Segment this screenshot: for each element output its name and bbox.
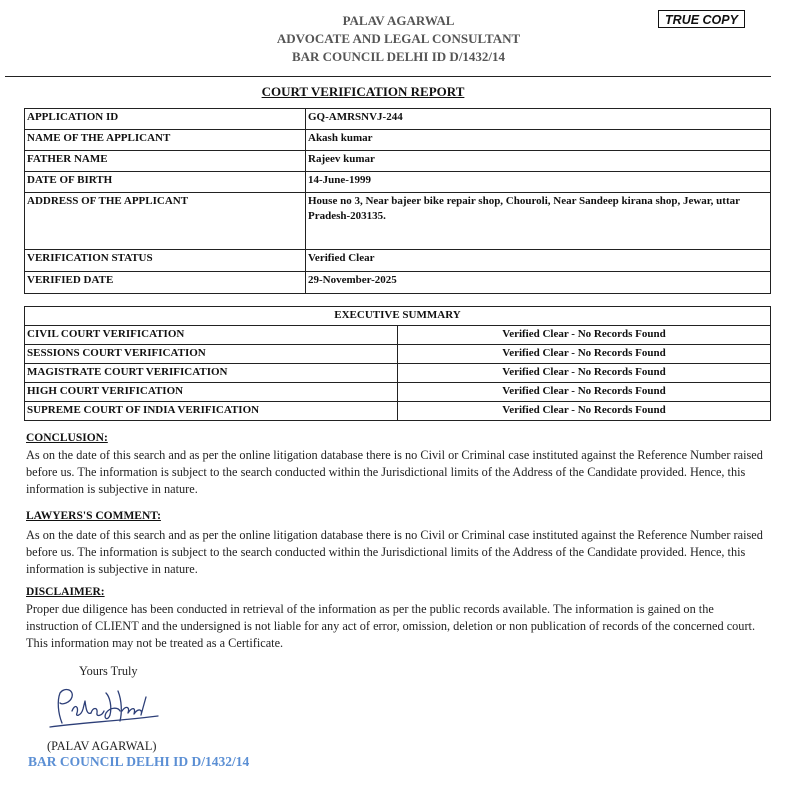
row-label: SUPREME COURT OF INDIA VERIFICATION xyxy=(25,402,398,421)
row-label: VERIFICATION STATUS xyxy=(25,250,306,272)
table-header-row xyxy=(25,307,771,326)
table-row xyxy=(25,172,771,193)
row-value: Verified Clear - No Records Found xyxy=(398,345,771,364)
row-label: MAGISTRATE COURT VERIFICATION xyxy=(25,364,398,383)
row-value: Verified Clear - No Records Found xyxy=(398,326,771,345)
conclusion-title: CONCLUSION: xyxy=(26,432,108,444)
handwritten-signature xyxy=(48,683,163,731)
row-value: GQ-AMRSNVJ-244 xyxy=(306,109,771,130)
row-value: Verified Clear - No Records Found xyxy=(398,383,771,402)
signatory-bar-id: BAR COUNCIL DELHI ID D/1432/14 xyxy=(28,754,250,769)
table-row xyxy=(25,272,771,294)
closing-salutation: Yours Truly xyxy=(79,664,138,678)
advocate-designation: ADVOCATE AND LEGAL CONSULTANT xyxy=(276,31,521,46)
table-row xyxy=(25,383,771,402)
executive-summary-table xyxy=(24,306,771,421)
row-value: Akash kumar xyxy=(306,130,771,151)
table-row xyxy=(25,402,771,421)
row-value: Verified Clear xyxy=(306,250,771,272)
row-value: 14-June-1999 xyxy=(306,172,771,193)
table-row xyxy=(25,130,771,151)
row-label: SESSIONS COURT VERIFICATION xyxy=(25,345,398,364)
executive-summary-title: EXECUTIVE SUMMARY xyxy=(25,307,771,326)
table-row xyxy=(25,151,771,172)
row-label: APPLICATION ID xyxy=(25,109,306,130)
report-title: COURT VERIFICATION REPORT xyxy=(261,84,465,99)
disclaimer-text: Proper due diligence has been conducted in retrieval of the information as per the public records available. The information is gained on the instruction of CLIENT and the undersigned is not liable for any act of error, omission, deletion or non publication of records of the concerned court. This information may not be treated as a Certificate. xyxy=(26,602,756,650)
table-row xyxy=(25,109,771,130)
lawyers-comment-title: LAWYERS'S COMMENT: xyxy=(26,510,161,522)
disclaimer-title: DISCLAIMER: xyxy=(26,586,105,598)
row-label: CIVIL COURT VERIFICATION xyxy=(25,326,398,345)
row-label: DATE OF BIRTH xyxy=(25,172,306,193)
row-value: Verified Clear - No Records Found xyxy=(398,364,771,383)
advocate-name: PALAV AGARWAL xyxy=(342,13,455,28)
row-label: NAME OF THE APPLICANT xyxy=(25,130,306,151)
row-label: VERIFIED DATE xyxy=(25,272,306,294)
lawyers-comment-text: As on the date of this search and as per the online litigation database there is no Civil or Criminal case instituted against the Reference Number raised before us. The information is subject to the search conducted within the Jurisdictional limits of the Address of the Candidate provided. Hence, this information is subjective in nature. xyxy=(26,528,763,576)
row-label: HIGH COURT VERIFICATION xyxy=(25,383,398,402)
applicant-details-table xyxy=(24,108,771,294)
row-value: Verified Clear - No Records Found xyxy=(398,402,771,421)
header-divider xyxy=(5,76,771,77)
table-row xyxy=(25,326,771,345)
row-value: Rajeev kumar xyxy=(306,151,771,172)
row-value: House no 3, Near bajeer bike repair shop, Chouroli, Near Sandeep kirana shop, Jewar, uttar Pradesh-203135. xyxy=(306,193,771,250)
table-row xyxy=(25,345,771,364)
row-label: ADDRESS OF THE APPLICANT xyxy=(25,193,306,250)
signatory-name: (PALAV AGARWAL) xyxy=(47,739,157,753)
table-row xyxy=(25,364,771,383)
row-value: 29-November-2025 xyxy=(306,272,771,294)
true-copy-stamp: TRUE COPY xyxy=(658,10,745,28)
conclusion-text: As on the date of this search and as per the online litigation database there is no Civil or Criminal case instituted against the Reference Number raised before us. The information is subject to the search conducted within the Jurisdictional limits of the Address of the Candidate provided. Hence, this information is subjective in nature. xyxy=(26,448,763,496)
table-row xyxy=(25,193,771,250)
table-row xyxy=(25,250,771,272)
row-label: FATHER NAME xyxy=(25,151,306,172)
advocate-bar-id: BAR COUNCIL DELHI ID D/1432/14 xyxy=(291,49,506,64)
